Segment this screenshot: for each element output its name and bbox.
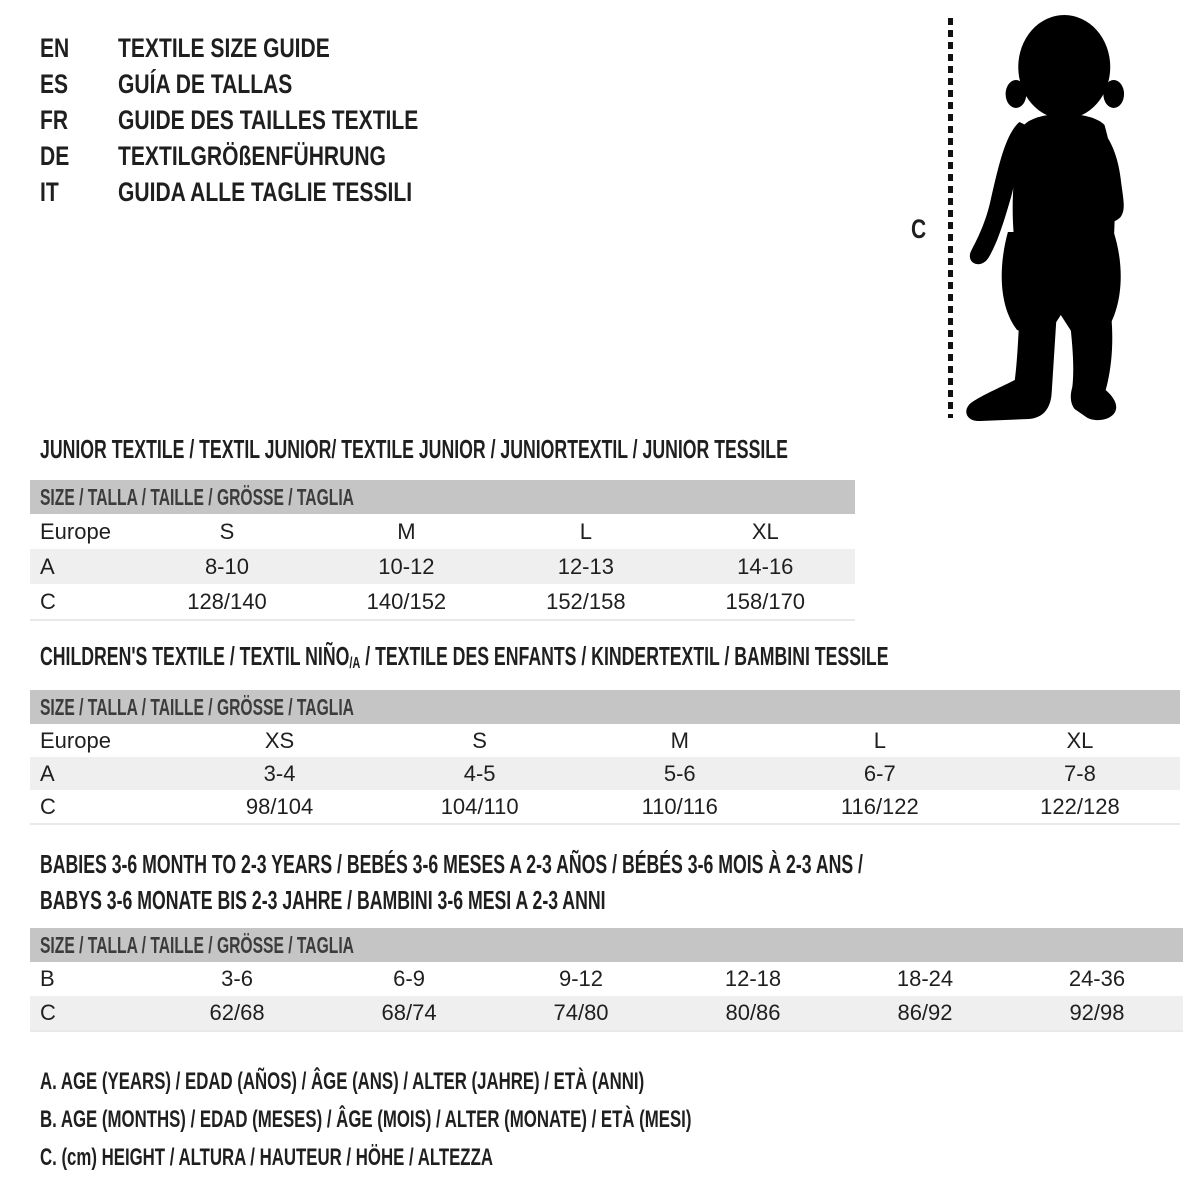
row-label: A bbox=[40, 760, 55, 786]
table-cell: 8-10 bbox=[204, 553, 249, 579]
table-cell: 74/80 bbox=[553, 1000, 609, 1025]
table-cell: XS bbox=[264, 727, 295, 753]
nino-a-subscript: /A bbox=[349, 653, 361, 672]
table-cell: L bbox=[873, 727, 886, 753]
table-cell: 86/92 bbox=[897, 1000, 953, 1025]
table-cell: XL bbox=[751, 518, 779, 544]
table-header-bar bbox=[30, 928, 1183, 962]
table-cell: 80/86 bbox=[725, 1000, 781, 1025]
language-list bbox=[40, 30, 503, 210]
language-code: FR bbox=[40, 104, 69, 135]
table-header-label: SIZE / TALLA / TAILLE / GRÖSSE / TAGLIA bbox=[40, 693, 354, 720]
table-cell: 10-12 bbox=[378, 553, 435, 579]
babies-section-heading-line2: BABYS 3-6 MONATE BIS 2-3 JAHRE / BAMBINI 3-6 MESI A 2-3 ANNI bbox=[40, 885, 606, 915]
table-row-months bbox=[30, 962, 1183, 996]
row-label: Europe bbox=[40, 727, 111, 753]
babies-section-heading-line1: BABIES 3-6 MONTH TO 2-3 YEARS / BEBÉS 3-6 MESES A 2-3 AÑOS / BÉBÉS 3-6 MOIS À 2-3 ANS / bbox=[40, 849, 863, 879]
table-row-europe bbox=[30, 514, 855, 549]
table-cell: 6-7 bbox=[863, 760, 896, 786]
children-section-heading: CHILDREN'S TEXTILE / TEXTIL $NIÑO_{/A}$ / TEXTILE DES ENFANTS / KINDERTEXTIL / BAMBINI TESSILE bbox=[40, 641, 889, 672]
language-title: GUÍA DE TALLAS bbox=[118, 68, 293, 99]
table-cell: 110/116 bbox=[641, 793, 718, 819]
junior-size-table bbox=[30, 480, 855, 621]
footnote-age-years: A. AGE (YEARS) / EDAD (AÑOS) / ÂGE (ANS) / ALTER (JAHRE) / ETÀ (ANNI) bbox=[40, 1068, 645, 1095]
table-cell: 140/152 bbox=[366, 588, 447, 614]
table-cell: 9-12 bbox=[559, 966, 604, 991]
table-cell: 68/74 bbox=[381, 1000, 437, 1025]
babies-size-table bbox=[30, 928, 1183, 1032]
table-cell: M bbox=[397, 518, 416, 544]
table-cell: S bbox=[472, 727, 487, 753]
row-label: A bbox=[40, 553, 55, 579]
table-cell: S bbox=[219, 518, 235, 544]
table-cell: 92/98 bbox=[1069, 1000, 1125, 1025]
row-label: C bbox=[40, 588, 56, 614]
table-header-bar bbox=[30, 690, 1180, 724]
junior-section-heading: JUNIOR TEXTILE / TEXTIL JUNIOR/ TEXTILE JUNIOR / JUNIORTEXTIL / JUNIOR TESSILE bbox=[40, 434, 788, 464]
table-cell: 4-5 bbox=[463, 760, 496, 786]
language-row-fr bbox=[40, 102, 503, 138]
table-cell: 14-16 bbox=[737, 553, 794, 579]
table-cell: 12-13 bbox=[557, 553, 614, 579]
language-row-it bbox=[40, 174, 503, 210]
table-header-bar bbox=[30, 480, 855, 514]
table-cell: 158/170 bbox=[725, 588, 806, 614]
table-row-age bbox=[30, 549, 855, 584]
language-title: TEXTILE SIZE GUIDE bbox=[118, 32, 330, 63]
baby-silhouette-icon bbox=[905, 8, 1163, 436]
table-header-label: SIZE / TALLA / TAILLE / GRÖSSE / TAGLIA bbox=[40, 931, 354, 958]
language-title: GUIDA ALLE TAGLIE TESSILI bbox=[118, 176, 413, 207]
table-cell: XL bbox=[1066, 727, 1094, 753]
table-cell: 12-18 bbox=[724, 966, 782, 991]
table-cell: 116/122 bbox=[840, 793, 919, 819]
table-cell: 62/68 bbox=[209, 1000, 265, 1025]
language-row-de bbox=[40, 138, 503, 174]
table-cell: L bbox=[579, 518, 592, 544]
language-row-en bbox=[40, 30, 503, 66]
table-cell: 152/158 bbox=[546, 588, 626, 614]
table-cell: M bbox=[670, 727, 689, 753]
row-label: C bbox=[40, 793, 56, 819]
language-code: EN bbox=[40, 32, 70, 63]
children-size-table bbox=[30, 690, 1180, 825]
language-row-es bbox=[40, 66, 503, 102]
row-label: C bbox=[40, 1000, 56, 1025]
height-measure-label: C bbox=[911, 214, 927, 244]
table-cell: 3-6 bbox=[221, 966, 253, 991]
table-cell: 122/128 bbox=[1040, 793, 1120, 819]
row-label: B bbox=[40, 966, 55, 991]
table-cell: 104/110 bbox=[440, 793, 519, 819]
language-title: TEXTILGRÖßENFÜHRUNG bbox=[118, 140, 386, 171]
table-cell: 3-4 bbox=[263, 760, 296, 786]
table-header-label: SIZE / TALLA / TAILLE / GRÖSSE / TAGLIA bbox=[40, 483, 354, 510]
toddler-shape bbox=[966, 15, 1124, 421]
footnote-age-months: B. AGE (MONTHS) / EDAD (MESES) / ÂGE (MOIS) / ALTER (MONATE) / ETÀ (MESI) bbox=[40, 1106, 692, 1133]
table-row-height bbox=[30, 584, 855, 619]
baby-figure bbox=[905, 8, 1163, 436]
table-cell: 6-9 bbox=[393, 966, 425, 991]
language-code: IT bbox=[40, 176, 59, 207]
table-row-height bbox=[30, 790, 1180, 823]
table-cell: 7-8 bbox=[1064, 760, 1096, 786]
table-row-europe bbox=[30, 724, 1180, 757]
language-code: DE bbox=[40, 140, 70, 171]
table-cell: 5-6 bbox=[663, 760, 696, 786]
language-title: GUIDE DES TAILLES TEXTILE bbox=[118, 104, 419, 135]
row-label: Europe bbox=[40, 518, 111, 544]
table-cell: 18-24 bbox=[896, 966, 954, 991]
language-code: ES bbox=[40, 68, 69, 99]
table-cell: 98/104 bbox=[245, 793, 314, 819]
footnote-height-cm: C. (cm) HEIGHT / ALTURA / HAUTEUR / HÖHE / ALTEZZA bbox=[40, 1144, 493, 1171]
table-row-height bbox=[30, 996, 1183, 1030]
table-cell: 24-36 bbox=[1068, 966, 1126, 991]
table-cell: 128/140 bbox=[187, 588, 267, 614]
table-row-age bbox=[30, 757, 1180, 790]
